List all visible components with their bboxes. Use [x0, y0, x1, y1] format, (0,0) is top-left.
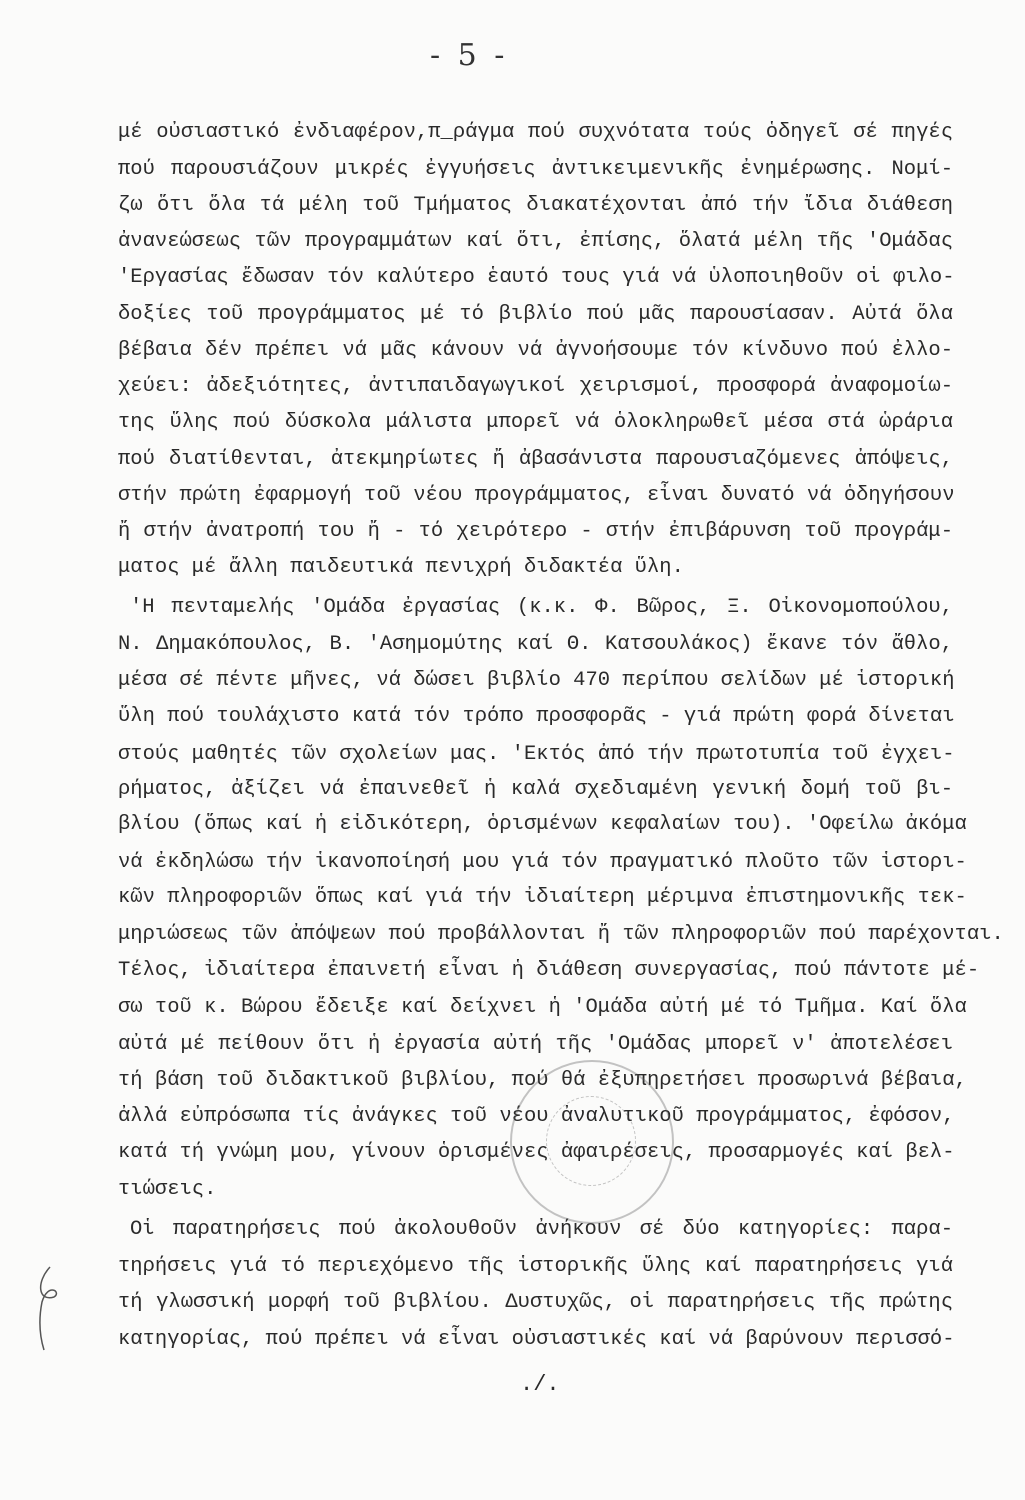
- text-line: Οἱ παρατηρήσεις πού ἀκολουθοῦν ἀνήκουν σέ δύο κατηγορίες: παρα-: [130, 1218, 953, 1241]
- text-line: Τέλος, ἰδιαίτερα ἐπαινετή εἶναι ἡ διάθεση συνεργασίας, πού πάντοτε μέ-: [118, 959, 980, 982]
- text-line: ἀλλά εὐπρόσωπα τίς ἀνάγκες τοῦ νέου ἀναλυτικοῦ προγράμματος, ἐφόσον,: [118, 1105, 955, 1128]
- continuation-mark: ./.: [520, 1372, 560, 1397]
- text-line: τηρήσεις γιά τό περιεχόμενο τῆς ἱστορικῆς ὕλης καί παρατηρήσεις γιά: [118, 1255, 953, 1278]
- text-line: τή βάση τοῦ διδακτικοῦ βιβλίου, πού θά ἐξυπηρετήσει προσωρινά βέβαια,: [118, 1069, 967, 1092]
- text-line: μέσα σέ πέντε μῆνες, νά δώσει βιβλίο 470 περίπου σελίδων μέ ἱστορική: [118, 669, 955, 692]
- text-line: μέ οὐσιαστικό ἐνδιαφέρον,π_ράγμα πού συχνότατα τούς ὁδηγεῖ σέ πηγές: [118, 121, 953, 144]
- text-line: κῶν πληροφοριῶν ὅπως καί γιά τήν ἰδιαίτερη μέριμνα ἐπιστημονικῆς τεκ-: [118, 886, 967, 909]
- text-line: ματος μέ ἄλλη παιδευτικά πενιχρή διδακτέα ὕλη.: [118, 556, 684, 579]
- text-line: τή γλωσσική μορφή τοῦ βιβλίου. Δυστυχῶς, οἱ παρατηρήσεις τῆς πρώτης: [118, 1291, 953, 1314]
- text-line: ζω ὅτι ὅλα τά μέλη τοῦ Τμήματος διακατέχονται ἀπό τήν ἴδια διάθεση: [118, 194, 953, 217]
- text-line: βέβαια δέν πρέπει νά μᾶς κάνουν νά ἀγνοήσουμε τόν κίνδυνο πού ἐλλο-: [118, 339, 953, 362]
- text-line: 'Εργασίας ἔδωσαν τόν καλύτερο ἑαυτό τους γιά νά ὑλοποιηθοῦν οἱ φιλο-: [118, 266, 955, 289]
- text-line: δοξίες τοῦ προγράμματος μέ τό βιβλίο πού μᾶς παρουσίασαν. Αὐτά ὅλα: [118, 303, 953, 326]
- text-line: πού διατίθενται, ἀτεκμηρίωτες ἤ ἀβασάνιστα παρουσιαζόμενες ἀπόψεις,: [118, 448, 953, 471]
- text-line: στήν πρώτη ἐφαρμογή τοῦ νέου προγράμματος, εἶναι δυνατό νά ὁδηγήσουν: [118, 484, 955, 507]
- text-line: νά ἐκδηλώσω τήν ἱκανοποίησή μου γιά τόν πραγματικό πλοῦτο τῶν ἱστορι-: [118, 851, 967, 874]
- text-line: μηριώσεως τῶν ἀπόψεων πού προβάλλονται ἤ τῶν πληροφοριῶν πού παρέχονται.: [118, 923, 1004, 946]
- text-line: αὐτά μέ πείθουν ὅτι ἡ ἐργασία αὐτή τῆς 'Ομάδας μπορεῖ ν' ἀποτελέσει: [118, 1033, 953, 1056]
- official-stamp: [510, 1060, 674, 1224]
- handwritten-margin-mark: [28, 1262, 68, 1352]
- text-line: 'Η πενταμελής 'Ομάδα ἐργασίας (κ.κ. Φ. Βῶρος, Ξ. Οἰκονομοπούλου,: [130, 596, 953, 619]
- text-line: σω τοῦ κ. Βώρου ἔδειξε καί δείχνει ἡ 'Ομάδα αὐτή μέ τό Τμῆμα. Καί ὅλα: [118, 996, 967, 1019]
- text-line: χεύει: ἀδεξιότητες, ἀντιπαιδαγωγικοί χειρισμοί, προσφορά ἀναφομοίω-: [118, 375, 953, 398]
- text-line: ὕλη πού τουλάχιστο κατά τόν τρόπο προσφορᾶς - γιά πρώτη φορά δίνεται: [118, 705, 955, 728]
- text-line: κατά τή γνώμη μου, γίνουν ὁρισμένες ἀφαιρέσεις, προσαρμογές καί βελ-: [118, 1141, 955, 1164]
- page-number: - 5 -: [430, 38, 509, 73]
- text-line: ρήματος, ἀξίζει νά ἐπαινεθεῖ ἡ καλά σχεδιαμένη γενική δομή τοῦ βι-: [118, 778, 953, 801]
- text-line: κατηγορίας, πού πρέπει νά εἶναι οὐσιαστικές καί νά βαρύνουν περισσό-: [118, 1328, 955, 1351]
- text-line: τιώσεις.: [118, 1178, 217, 1201]
- text-line: βλίου (ὅπως καί ἡ εἰδικότερη, ὁρισμένων κεφαλαίων του). 'Οφείλω ἀκόμα: [118, 813, 967, 836]
- text-line: Ν. Δημακόπουλος, Β. 'Ασημομύτης καί Θ. Κατσουλάκος) ἔκανε τόν ἄθλο,: [118, 633, 953, 656]
- text-line: ἤ στήν ἀνατροπή του ἤ - τό χειρότερο - στήν ἐπιβάρυνση τοῦ προγράμ-: [118, 520, 953, 543]
- text-line: ἀνανεώσεως τῶν προγραμμάτων καί ὅτι, ἐπίσης, ὅλατά μέλη τῆς 'Ομάδας: [118, 230, 953, 253]
- text-line: πού παρουσιάζουν μικρές ἐγγυήσεις ἀντικειμενικῆς ἐνημέρωσης. Νομί-: [118, 158, 953, 181]
- text-line: στούς μαθητές τῶν σχολείων μας. 'Εκτός ἀπό τήν πρωτοτυπία τοῦ ἐγχει-: [118, 743, 955, 766]
- text-line: της ὕλης πού δύσκολα μάλιστα μπορεῖ νά ὁλοκληρωθεῖ μέσα στά ὡράρια: [118, 411, 953, 434]
